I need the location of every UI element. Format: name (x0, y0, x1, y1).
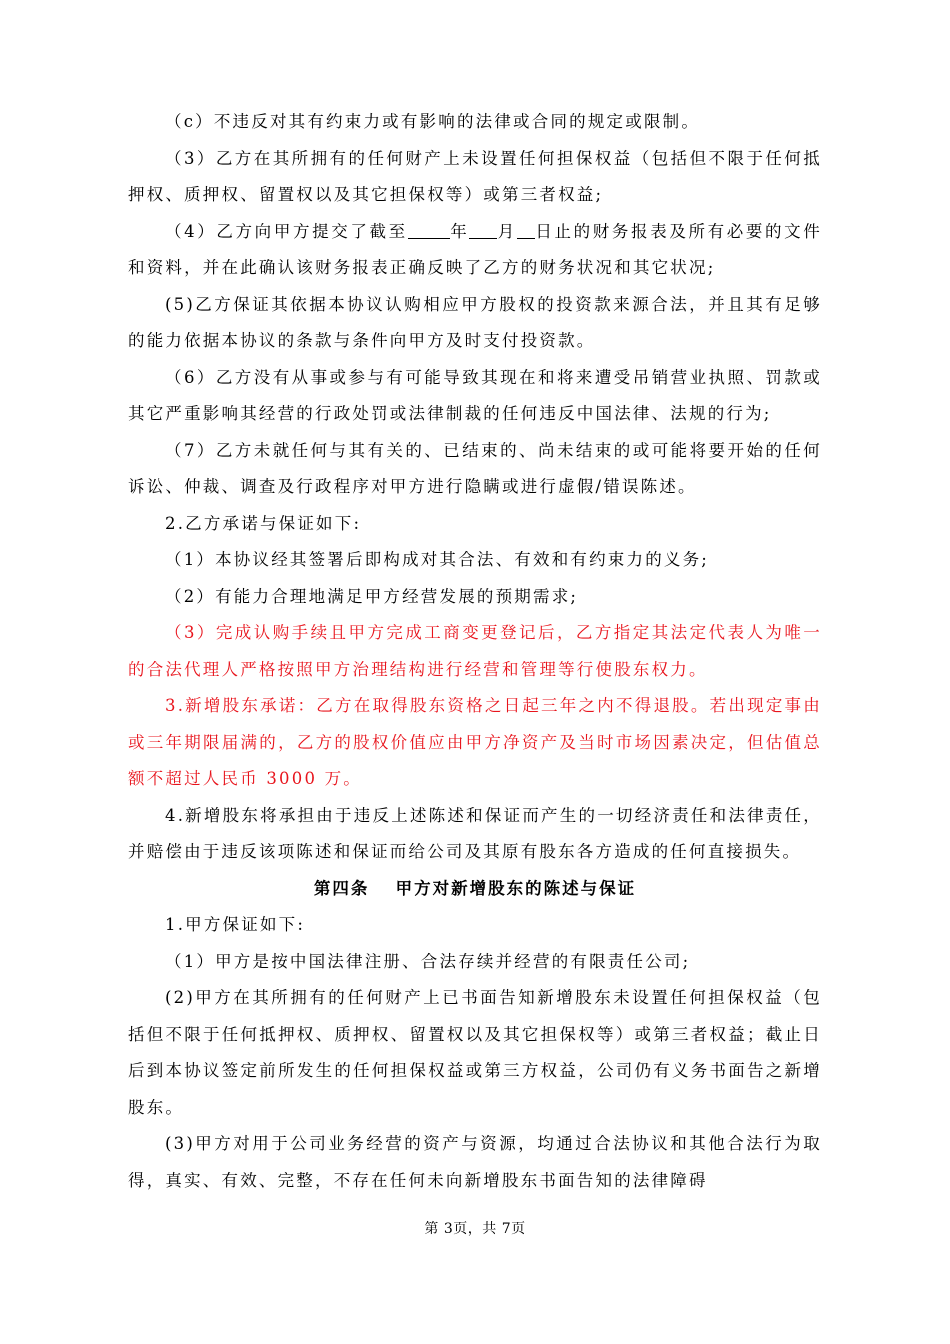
section-2-item-3: （3）完成认购手续且甲方完成工商变更登记后，乙方指定其法定代表人为唯一的合法代理人严格按照甲方治理结构进行经营和管理等行使股东权力。 (128, 623, 822, 679)
party-a-item-3: (3)甲方对用于公司业务经营的资产与资源，均通过合法协议和其他合法行为取得，真实、有效、完整，不存在任何未向新增股东书面告知的法律障碍 (128, 1134, 822, 1190)
document-body (128, 104, 822, 1199)
article-4-heading: 第四条 甲方对新增股东的陈述与保证 (313, 878, 637, 898)
clause-4 (128, 214, 822, 287)
clause-3: （3）乙方在其所拥有的任何财产上未设置任何担保权益（包括但不限于任何抵押权、质押权、留置权以及其它担保权等）或第三者权益; (128, 148, 822, 204)
clause-4-prefix: （4）乙方向甲方提交了截至 (165, 221, 408, 241)
month-label: 月 (497, 221, 517, 241)
clause-4-suffix: 日止的财务报表及所有必要的文件和资料，并在此确认该财务报表正确反映了乙方的财务状况和其它状况; (128, 221, 822, 277)
section-4-liability: 4.新增股东将承担由于违反上述陈述和保证而产生的一切经济责任和法律责任，并赔偿由于违反该项陈述和保证而给公司及其原有股东各方造成的任何直接损失。 (128, 805, 822, 861)
year-blank (408, 221, 450, 239)
page-number: 第 3页，共 7页 (424, 1221, 526, 1237)
clause-c: （c）不违反对其有约束力或有影响的法律或合同的规定或限制。 (165, 112, 701, 131)
section-3-commitment: 3.新增股东承诺：乙方在取得股东资格之日起三年之内不得退股。若出现定事由或三年期限届满的，乙方的股权价值应由甲方净资产及当时市场因素决定，但估值总额不超过人民币 3000 万。 (128, 696, 822, 788)
clause-5: (5)乙方保证其依据本协议认购相应甲方股权的投资款来源合法，并且其有足够的能力依据本协议的条款与条件向甲方及时支付投资款。 (128, 294, 822, 350)
month-blank (469, 221, 497, 239)
section-2-item-2: （2）有能力合理地满足甲方经营发展的预期需求; (165, 586, 579, 606)
section-2-heading: 2.乙方承诺与保证如下: (165, 513, 362, 533)
year-label: 年 (449, 221, 470, 241)
day-blank (517, 221, 535, 239)
clause-6: （6）乙方没有从事或参与有可能导致其现在和将来遭受吊销营业执照、罚款或其它严重影响其经营的行政处罚或法律制裁的任何违反中国法律、法规的行为; (128, 367, 822, 423)
clause-7: （7）乙方未就任何与其有关的、已结束的、尚未结束的或可能将要开始的任何诉讼、仲裁、调查及行政程序对甲方进行隐瞒或进行虚假/错误陈述。 (128, 440, 822, 496)
party-a-section-1: 1.甲方保证如下: (165, 915, 306, 934)
party-a-item-1: （1）甲方是按中国法律注册、合法存续并经营的有限责任公司; (165, 951, 691, 971)
party-a-item-2: (2)甲方在其所拥有的任何财产上已书面告知新增股东未设置任何担保权益（包括但不限于任何抵押权、质押权、留置权以及其它担保权等）或第三者权益；截止日后到本协议签定前所发生的任何担保权益或第三方权益，公司仍有义务书面告之新增股东。 (128, 988, 822, 1117)
section-2-item-1: （1）本协议经其签署后即构成对其合法、有效和有约束力的义务; (165, 550, 710, 569)
